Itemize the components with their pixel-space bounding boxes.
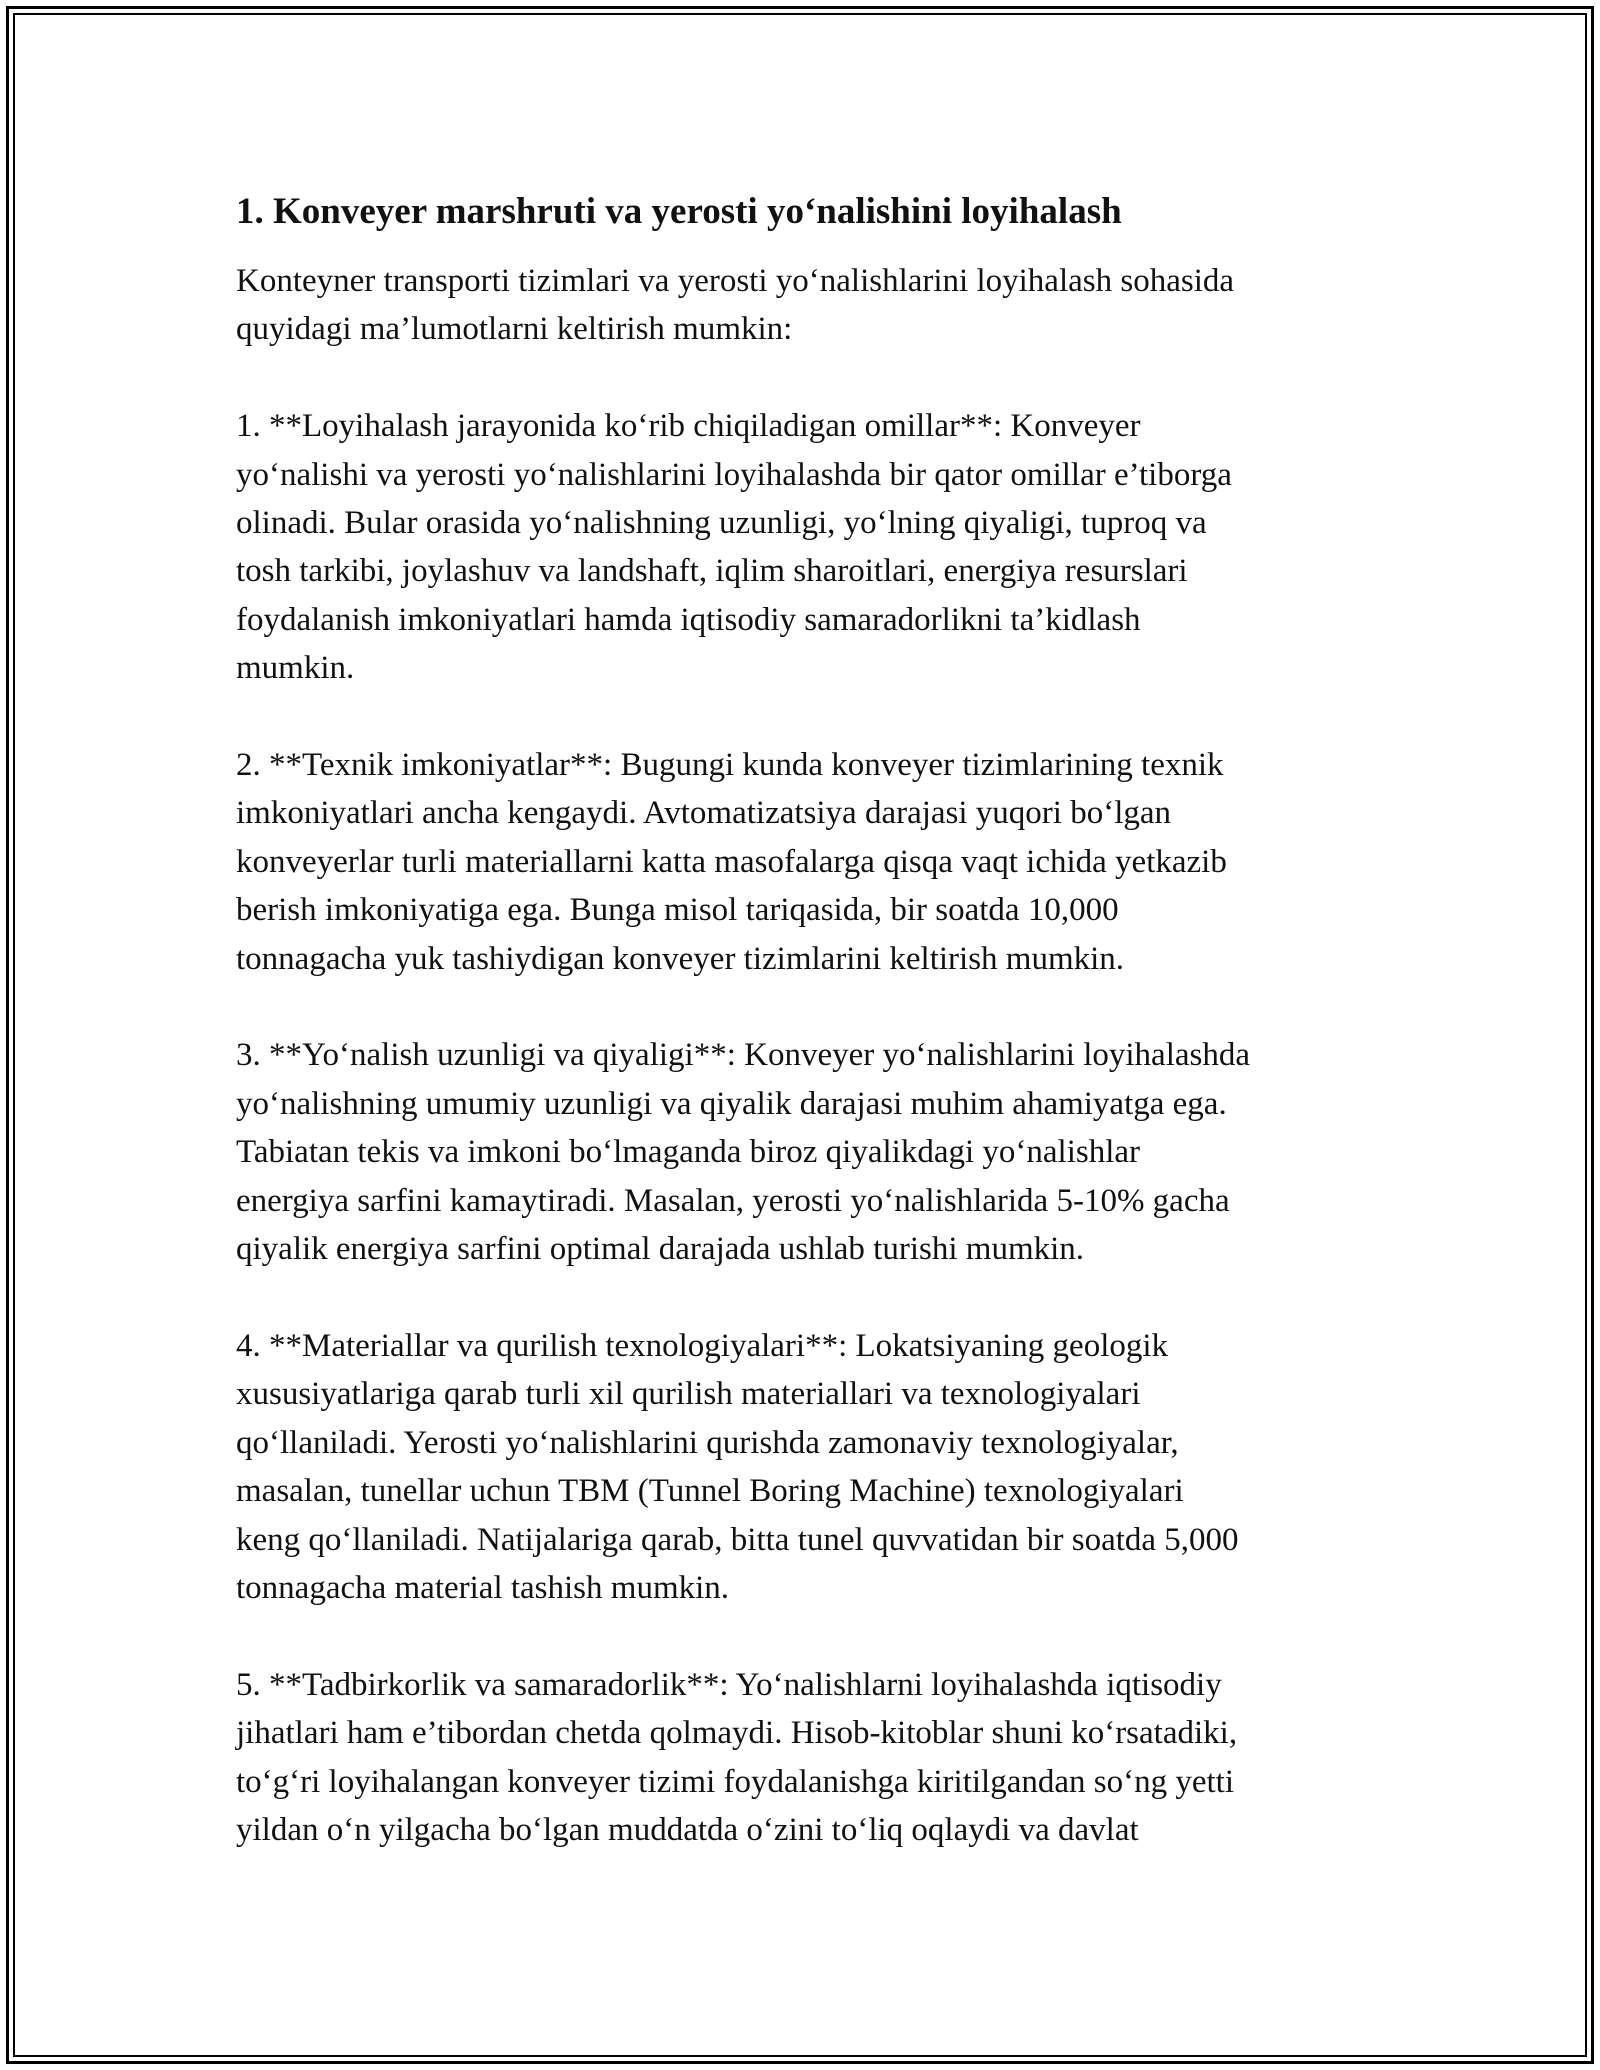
list-item-materials-technologies: 4. **Materiallar va qurilish texnologiyalari**: Lokatsiyaning geologik xususiyatlariga qarab turli xil qurilish materiallari va texnologiyalari qo‘llaniladi. Yerosti yo‘nalishlarini qurishda zamonaviy texnologiyalar, masalan, tunellar uchun TBM (Tunnel Boring Machine) texnologiyalari keng qo‘llaniladi. Natijalariga qarab, bitta tunel quvvatidan bir soatda 5,000 tonnagacha material tashish mumkin. [236,1327,1239,1606]
intro-paragraph: Konteyner transporti tizimlari va yerosti yo‘nalishlarini loyihalash sohasida quyidagi ma’lumotlarni keltirish mumkin: [236,263,1235,348]
paragraph-gap [236,354,1376,402]
list-item-route-length-slope: 3. **Yo‘nalish uzunligi va qiyaligi**: Konveyer yo‘nalishlarini loyihalashda yo‘nalishning umumiy uzunligi va qiyalik darajasi muhim ahamiyatga ega. Tabiatan tekis va imkoni bo‘lmaganda biroz qiyalikdagi yo‘nalishlar energiya sarfini kamaytiradi. Masalan, yerosti yo‘nalishlarida 5-10% gacha qiyalik energiya sarfini optimal darajada ushlab turishi mumkin. [236,1037,1250,1268]
paragraph-gap [236,693,1376,741]
paragraph-gap [236,1612,1376,1660]
document-body [236,186,1376,1854]
list-item-business-efficiency: 5. **Tadbirkorlik va samaradorlik**: Yo‘nalishlarni loyihalashda iqtisodiy jihatlari ham e’tibordan chetda qolmaydi. Hisob-kitoblar shuni ko‘rsatadiki, to‘g‘ri loyihalangan konveyer tizimi foydalanishga kiritilgandan so‘ng yetti yildan o‘n yilgacha bo‘lgan muddatda o‘zini to‘liq oqlaydi va davlat [236,1666,1238,1848]
paragraph-gap [236,1273,1376,1321]
document-heading: 1. Konveyer marshruti va yerosti yo‘nalishini loyihalash [236,191,1122,232]
list-item-technical-capabilities: 2. **Texnik imkoniyatlar**: Bugungi kunda konveyer tizimlarining texnik imkoniyatlari ancha kengaydi. Avtomatizatsiya darajasi yuqori bo‘lgan konveyerlar turli materiallarni katta masofalarga qisqa vaqt ichida yetkazib berish imkoniyatiga ega. Bunga misol tariqasida, bir soatda 10,000 tonnagacha yuk tashiydigan konveyer tizimlarini keltirish mumkin. [236,747,1227,977]
list-item-design-factors: 1. **Loyihalash jarayonida ko‘rib chiqiladigan omillar**: Konveyer yo‘nalishi va yerosti yo‘nalishlarini loyihalashda bir qator omillar e’tiborga olinadi. Bular orasida yo‘nalishning uzunligi, yo‘lning qiyaligi, tuproq va tosh tarkibi, joylashuv va landshaft, iqlim sharoitlari, energiya resurslari foydalanish imkoniyatlari hamda iqtisodiy samaradorlikni ta’kidlash mumkin. [236,408,1232,687]
paragraph-gap [236,983,1376,1031]
